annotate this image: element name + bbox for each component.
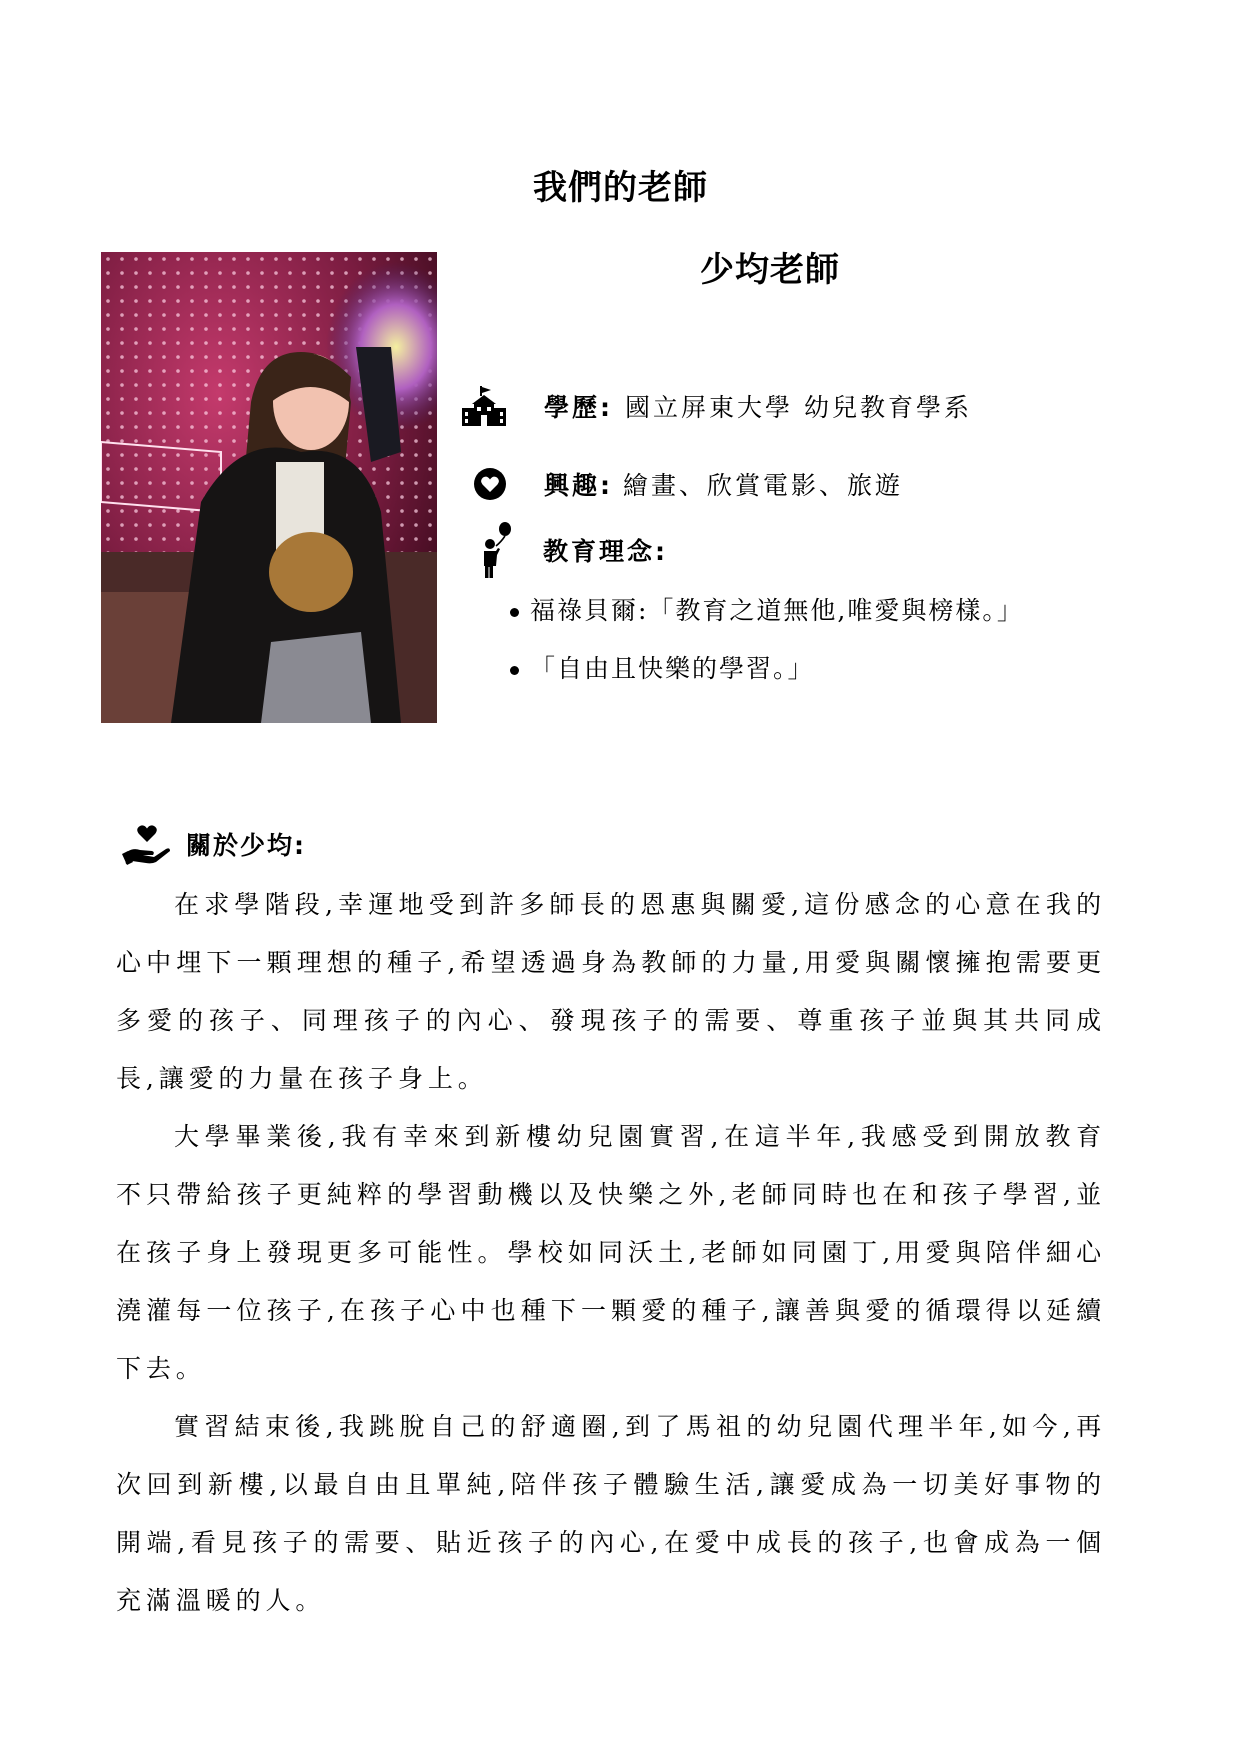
about-heading	[122, 822, 306, 866]
hobbies-value: 繪畫、欣賞電影、旅遊	[623, 471, 904, 500]
hand-holding-heart-icon	[122, 822, 172, 866]
teacher-portrait-photo	[101, 252, 437, 723]
philosophy-label: 教育理念:	[543, 537, 668, 566]
school-building-icon	[462, 384, 506, 428]
philosophy-row	[475, 528, 668, 572]
education-label: 學歷:	[544, 393, 613, 422]
philosophy-list	[510, 594, 1024, 710]
about-paragraph: 在求學階段,幸運地受到許多師長的恩惠與關愛,這份感念的心意在我的心中埋下一顆理想的種子,希望透過身為教師的力量,用愛與關懷擁抱需要更多愛的孩子、同理孩子的內心、發現孩子的需要、尊重孩子並與其共同成長,讓愛的力量在孩子身上。	[116, 890, 1106, 1093]
philosophy-item: 「自由且快樂的學習。」	[510, 652, 1024, 710]
about-heading-label: 關於少均:	[186, 831, 306, 860]
hobbies-label: 興趣:	[544, 471, 613, 500]
teacher-name: 少均老師	[700, 250, 840, 290]
about-body	[116, 876, 1106, 1630]
heart-circle-icon	[468, 462, 512, 506]
philosophy-item: 福祿貝爾:「教育之道無他,唯愛與榜樣。」	[510, 594, 1024, 652]
child-with-balloon-icon	[475, 528, 519, 572]
education-value: 國立屏東大學 幼兒教育學系	[625, 393, 972, 422]
about-paragraph: 大學畢業後,我有幸來到新樓幼兒園實習,在這半年,我感受到開放教育不只帶給孩子更純粹的學習動機以及快樂之外,老師同時也在和孩子學習,並在孩子身上發現更多可能性。學校如同沃土,老師如同園丁,用愛與陪伴細心澆灌每一位孩子,在孩子心中也種下一顆愛的種子,讓善與愛的循環得以延續下去。	[116, 1122, 1106, 1383]
page-title: 我們的老師	[533, 168, 708, 208]
hobbies-row	[468, 462, 903, 506]
about-paragraph: 實習結束後,我跳脫自己的舒適圈,到了馬祖的幼兒園代理半年,如今,再次回到新樓,以最自由且單純,陪伴孩子體驗生活,讓愛成為一切美好事物的開端,看見孩子的需要、貼近孩子的內心,在愛中成長的孩子,也會成為一個充滿溫暖的人。	[116, 1412, 1106, 1615]
education-row	[462, 384, 972, 428]
